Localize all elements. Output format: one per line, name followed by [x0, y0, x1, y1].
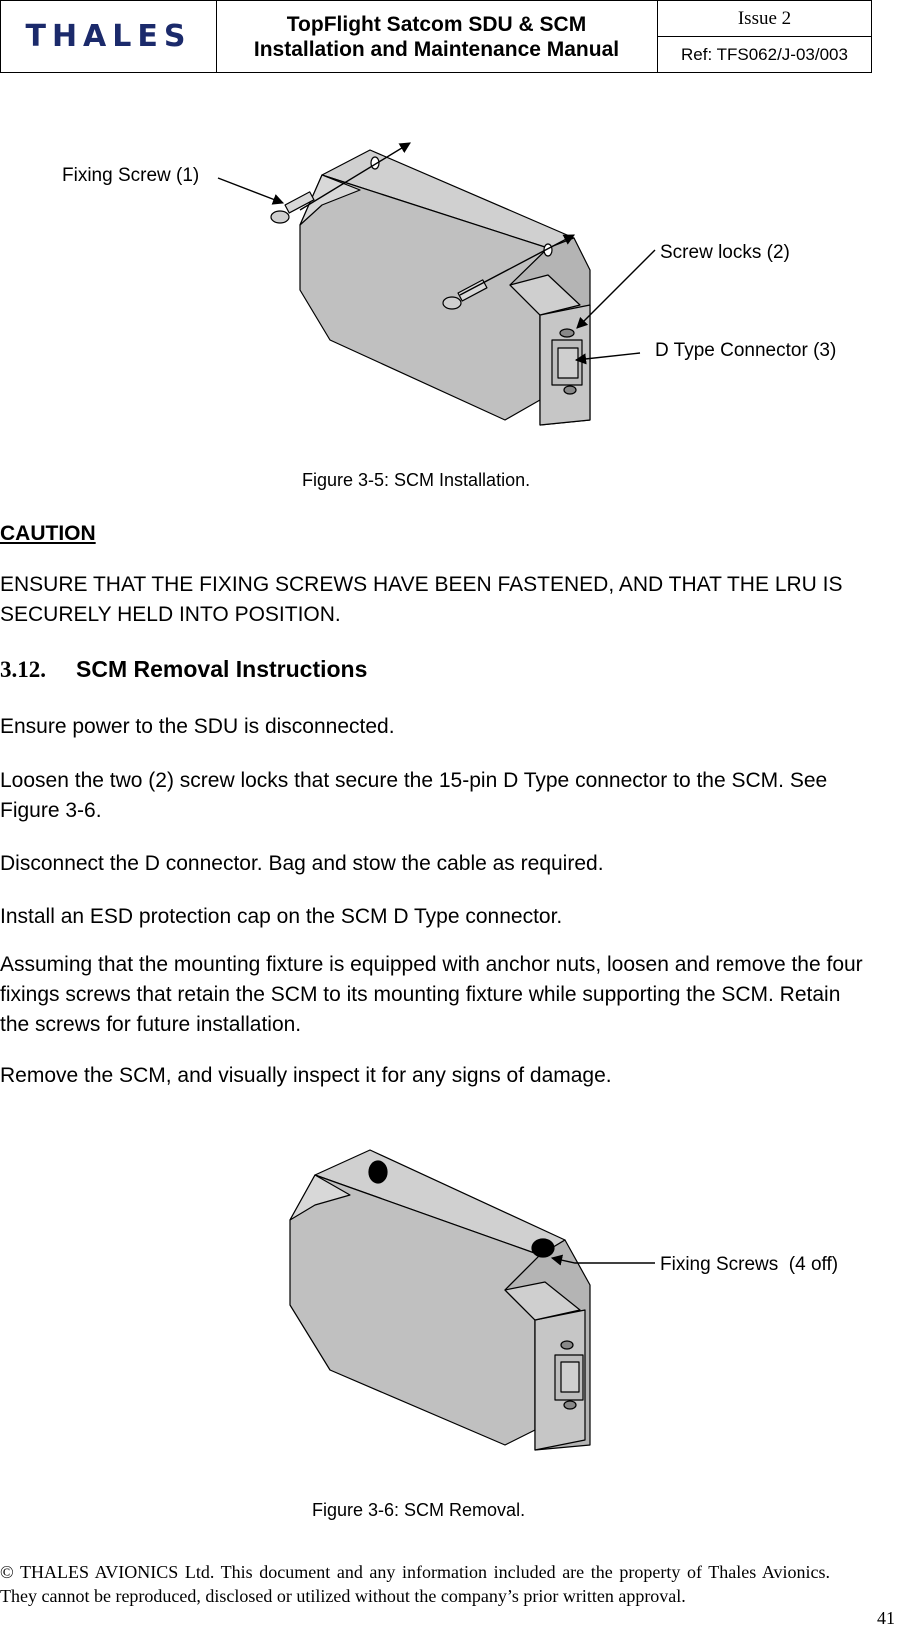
copyright-footer: © THALES AVIONICS Ltd. This document and any information included are the property of Thales Avionics. They cannot be reproduced, disclosed or utilized without the company’s prior written approval. [0, 1562, 830, 1606]
paragraph: Remove the SCM, and visually inspect it for any signs of damage. [0, 1064, 612, 1087]
paragraph: Loosen the two (2) screw locks that secure the 15-pin D Type connector to the SCM. See Figure 3-6. [0, 769, 828, 822]
paragraph: Install an ESD protection cap on the SCM D Type connector. [0, 905, 563, 928]
figure-scm-removal [0, 1140, 899, 1470]
figure-scm-installation [0, 120, 899, 440]
page-number: 41 [877, 1608, 895, 1628]
paragraph: Assuming that the mounting fixture is equipped with anchor nuts, loosen and remove the four fixings screws that retain the SCM to its mounting fixture while supporting the SCM. Retain the screws for future installation. [0, 953, 863, 1036]
label-fixing-screw: Fixing Screw (1) [62, 165, 200, 186]
document-info [658, 1, 871, 72]
title-line-2: Installation and Maintenance Manual [253, 37, 620, 61]
issue-number: Issue 2 [658, 1, 871, 37]
label-screw-locks: Screw locks (2) [660, 242, 790, 263]
paragraph: Ensure power to the SDU is disconnected. [0, 715, 395, 738]
caution-heading: CAUTION [0, 522, 96, 545]
paragraph: Disconnect the D connector. Bag and stow the cable as required. [0, 852, 604, 875]
document-ref: Ref: TFS062/J-03/003 [681, 44, 848, 64]
section-number: 3.12. [0, 657, 46, 682]
section-title: SCM Removal Instructions [76, 656, 368, 682]
figure-3-5-caption: Figure 3-5: SCM Installation. [302, 470, 531, 490]
page-header [0, 0, 872, 73]
title-line-1: TopFlight Satcom SDU & SCM [286, 12, 587, 36]
scm-unit-drawing [271, 150, 590, 425]
document-title [216, 1, 658, 72]
label-d-connector: D Type Connector (3) [655, 340, 837, 361]
scm-unit-drawing-2 [290, 1150, 590, 1450]
label-fixing-screws: Fixing Screws (4 off) [660, 1254, 839, 1275]
section-heading [0, 656, 872, 686]
thales-logo [1, 1, 217, 72]
figure-3-6-caption: Figure 3-6: SCM Removal. [312, 1500, 526, 1520]
caution-text: ENSURE THAT THE FIXING SCREWS HAVE BEEN FASTENED, AND THAT THE LRU IS SECURELY HELD INTO POSITION. [0, 573, 843, 626]
logo-text: THALES [25, 19, 192, 54]
